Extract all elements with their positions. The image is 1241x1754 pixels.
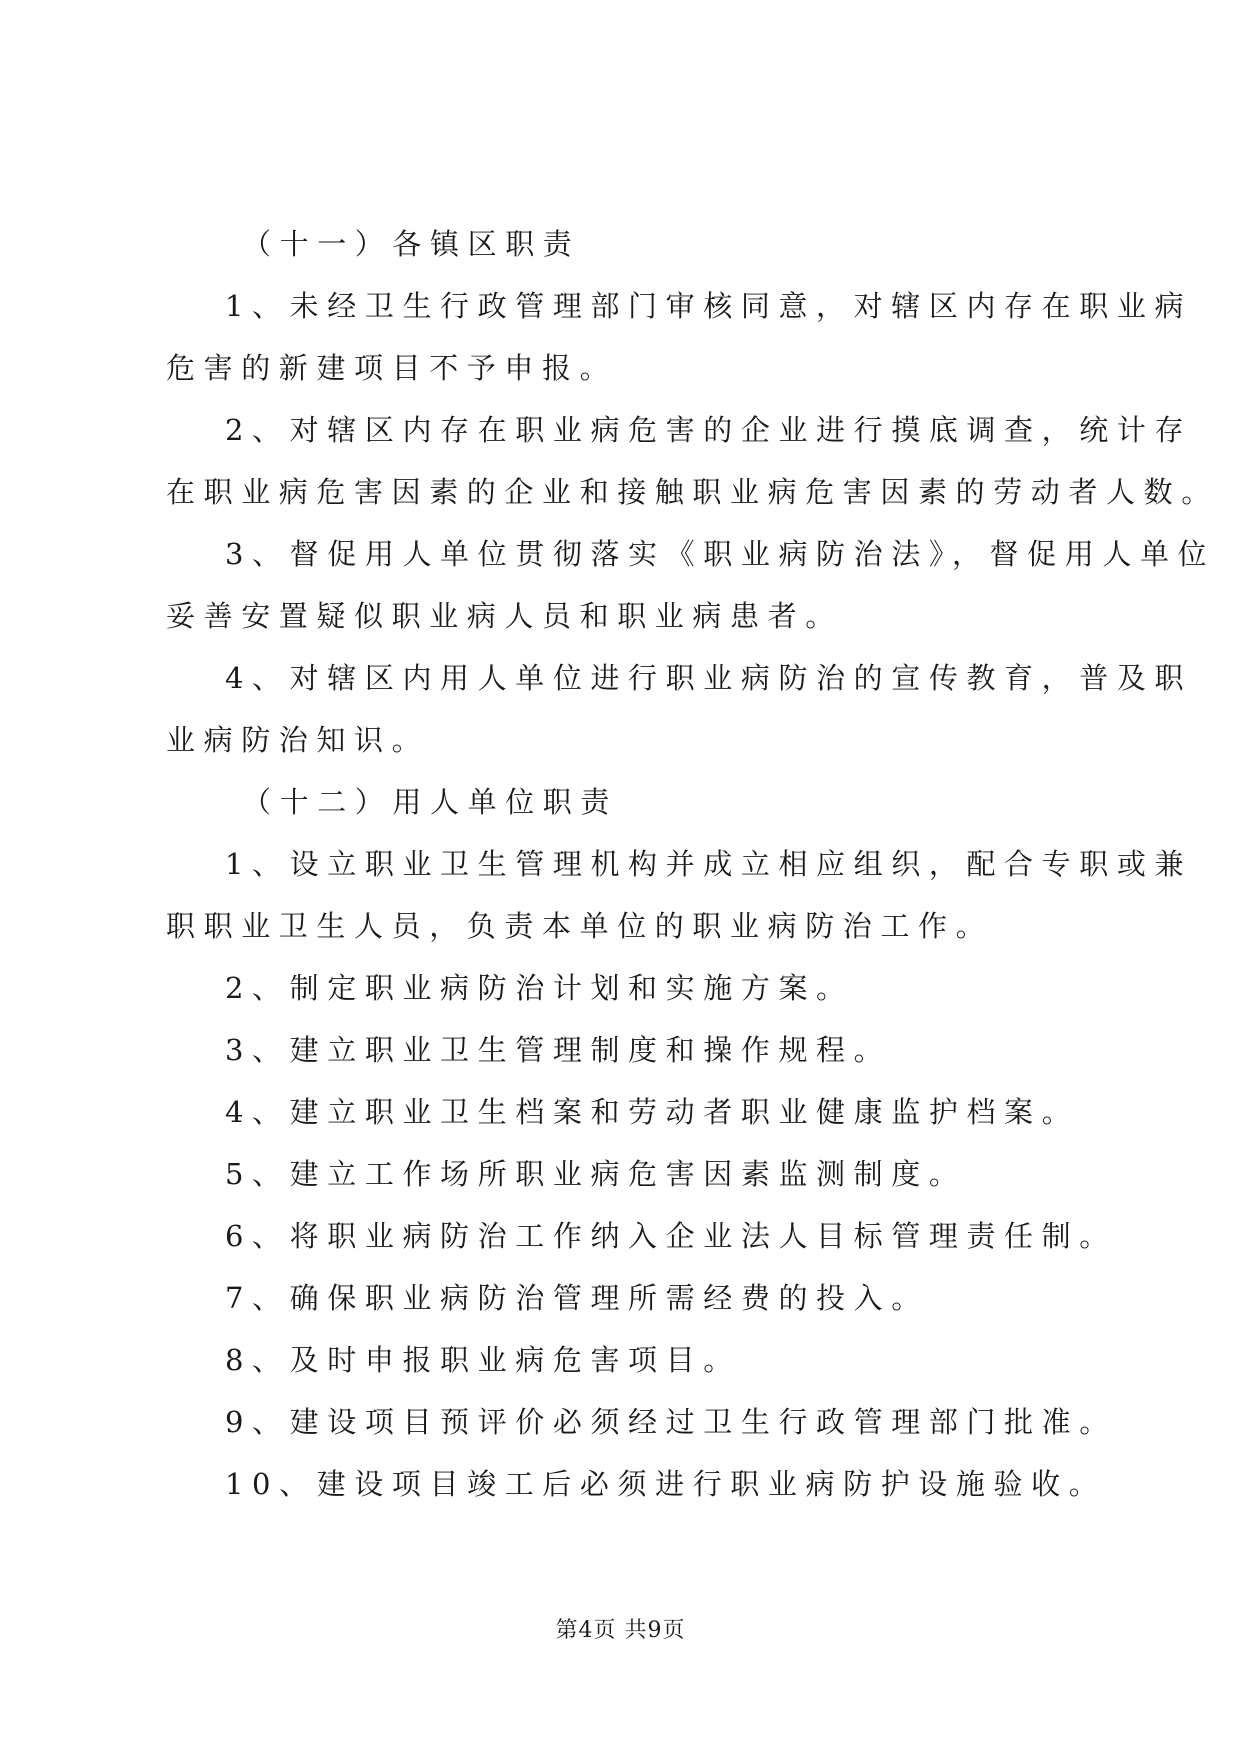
paragraph-line: 危害的新建项目不予申报。 [166,351,618,385]
list-item: 8、及时申报职业病危害项目。 [225,1343,741,1377]
paragraph-line: 1、设立职业卫生管理机构并成立相应组织，配合专职或兼 [225,847,1193,881]
list-item: 5、建立工作场所职业病危害因素监测制度。 [225,1157,967,1191]
paragraph-line: 业病防治知识。 [166,723,430,757]
paragraph-line: 2、对辖区内存在职业病危害的企业进行摸底调查，统计存 [225,413,1193,447]
paragraph-line: 4、对辖区内用人单位进行职业病防治的宣传教育，普及职 [225,661,1193,695]
paragraph-line: 妥善安置疑似职业病人员和职业病患者。 [166,599,843,633]
list-item: 9、建设项目预评价必须经过卫生行政管理部门批准。 [225,1405,1117,1439]
list-item: 3、建立职业卫生管理制度和操作规程。 [225,1033,892,1067]
paragraph-line: 3、督促用人单位贯彻落实《职业病防治法》，督促用人单位 [225,537,1216,571]
list-item: 10、建设项目竣工后必须进行职业病防护设施验收。 [225,1467,1107,1501]
paragraph-line: 1、未经卫生行政管理部门审核同意，对辖区内存在职业病 [225,289,1193,323]
list-item: 7、确保职业病防治管理所需经费的投入。 [225,1281,929,1315]
page-footer: 第4页 共9页 [555,1618,686,1643]
section-heading-12: （十二）用人单位职责 [242,785,619,819]
document-body [166,227,1219,1501]
list-item: 2、制定职业病防治计划和实施方案。 [225,971,854,1005]
paragraph-line: 在职业病危害因素的企业和接触职业病危害因素的劳动者人数。 [166,475,1219,509]
list-item: 6、将职业病防治工作纳入企业法人目标管理责任制。 [225,1219,1117,1253]
paragraph-line: 职职业卫生人员，负责本单位的职业病防治工作。 [166,909,994,943]
list-item: 4、建立职业卫生档案和劳动者职业健康监护档案。 [225,1095,1080,1129]
section-heading-11: （十一）各镇区职责 [242,227,581,261]
